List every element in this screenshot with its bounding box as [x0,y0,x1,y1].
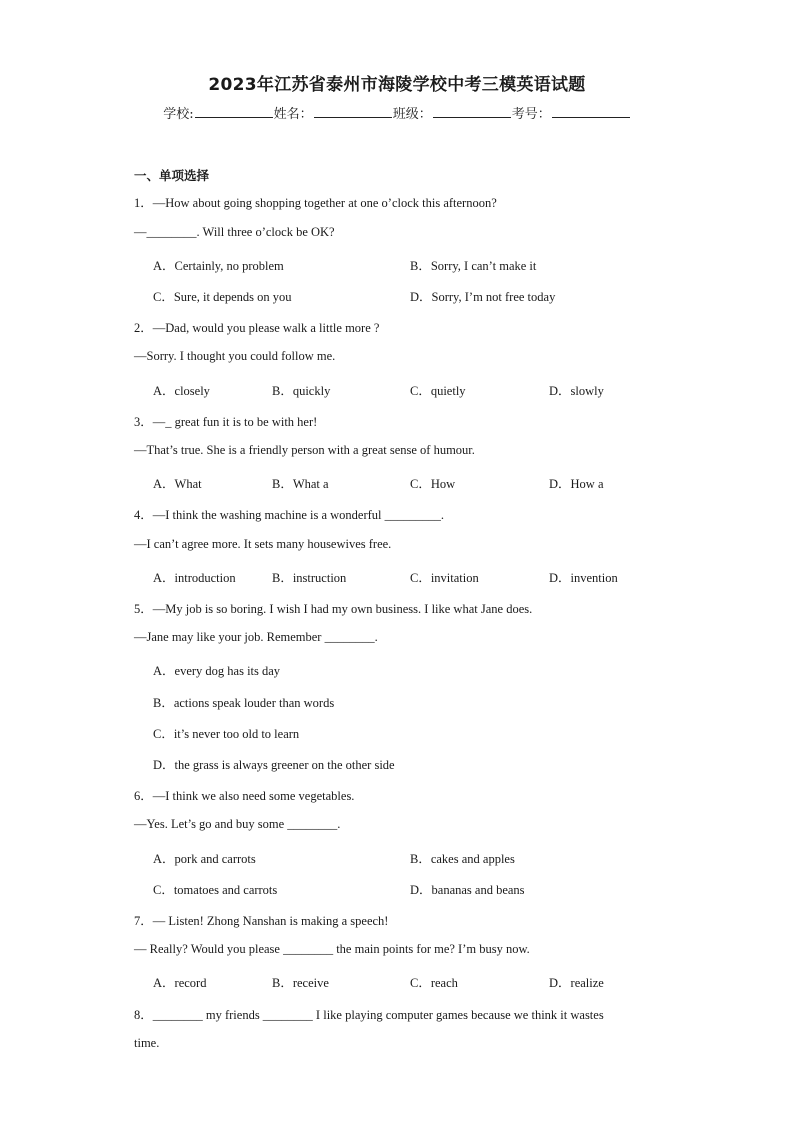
question-2-stem: 2．—Dad, would you please walk a little more ? [134,321,380,335]
question-7-reply: — Really? Would you please ________ the main points for me? I’m busy now. [134,942,530,956]
question-2-option-b[interactable]: B．quickly [272,384,331,398]
question-3-reply: —That’s true. She is a friendly person with a great sense of humour. [134,443,475,457]
question-8-stem-continued: time. [134,1036,160,1050]
question-3-option-c[interactable]: C．How [410,477,456,491]
question-1-option-d[interactable]: D．Sorry, I’m not free today [410,290,556,304]
page-title: 2023年江苏省泰州市海陵学校中考三模英语试题 [208,75,586,95]
question-4-option-d[interactable]: D．invention [549,571,618,585]
question-7-option-b[interactable]: B．receive [272,976,329,990]
question-1-option-a[interactable]: A．Certainly, no problem [153,259,284,273]
question-3-option-b[interactable]: B．What a [272,477,329,491]
school-label: 学校: [163,107,194,122]
question-5-option-b[interactable]: B．actions speak louder than words [153,696,335,710]
question-6-option-c[interactable]: C．tomatoes and carrots [153,883,278,897]
question-6-option-d[interactable]: D．bananas and beans [410,883,525,897]
question-3-stem: 3．—_ great fun it is to be with her! [134,415,318,429]
question-6-option-a[interactable]: A．pork and carrots [153,852,256,866]
question-6-stem: 6．—I think we also need some vegetables. [134,789,355,803]
question-1-reply: —________. Will three o’clock be OK? [134,225,335,239]
name-label: 姓名： [273,107,313,122]
question-2-option-a[interactable]: A．closely [153,384,210,398]
question-7-option-a[interactable]: A．record [153,976,207,990]
exam-number-blank[interactable] [552,105,630,118]
exam-number-label: 考号： [511,107,551,122]
question-3-option-d[interactable]: D．How a [549,477,604,491]
question-4-option-a[interactable]: A．introduction [153,571,236,585]
question-5-reply: —Jane may like your job. Remember ________. [134,630,378,644]
question-6-reply: —Yes. Let’s go and buy some ________. [134,817,341,831]
question-7-option-d[interactable]: D．realize [549,976,604,990]
question-5-option-d[interactable]: D．the grass is always greener on the other side [153,758,395,772]
question-1-option-c[interactable]: C．Sure, it depends on you [153,290,292,304]
question-1-stem: 1．—How about going shopping together at one o’clock this afternoon? [134,196,497,210]
question-2-option-c[interactable]: C．quietly [410,384,466,398]
question-8-stem: 8．________ my friends ________ I like playing computer games because we think it wastes [134,1008,604,1022]
question-5-stem: 5．—My job is so boring. I wish I had my own business. I like what Jane does. [134,602,533,616]
student-info-row [0,103,794,122]
school-blank[interactable] [195,105,273,118]
question-2-option-d[interactable]: D．slowly [549,384,604,398]
question-1-option-b[interactable]: B．Sorry, I can’t make it [410,259,537,273]
name-blank[interactable] [314,105,392,118]
question-5-option-a[interactable]: A．every dog has its day [153,664,281,678]
question-7-option-c[interactable]: C．reach [410,976,458,990]
class-blank[interactable] [433,105,511,118]
question-4-reply: —I can’t agree more. It sets many housewives free. [134,537,392,551]
section-heading: 一、单项选择 [134,168,210,183]
question-4-stem: 4．—I think the washing machine is a wonderful _________. [134,508,445,522]
question-2-reply: —Sorry. I thought you could follow me. [134,349,336,363]
question-5-option-c[interactable]: C．it’s never too old to learn [153,727,300,741]
class-label: 班级： [392,107,432,122]
question-4-option-b[interactable]: B．instruction [272,571,347,585]
question-4-option-c[interactable]: C．invitation [410,571,479,585]
question-7-stem: 7．— Listen! Zhong Nanshan is making a speech! [134,914,389,928]
question-6-option-b[interactable]: B．cakes and apples [410,852,515,866]
question-3-option-a[interactable]: A．What [153,477,202,491]
